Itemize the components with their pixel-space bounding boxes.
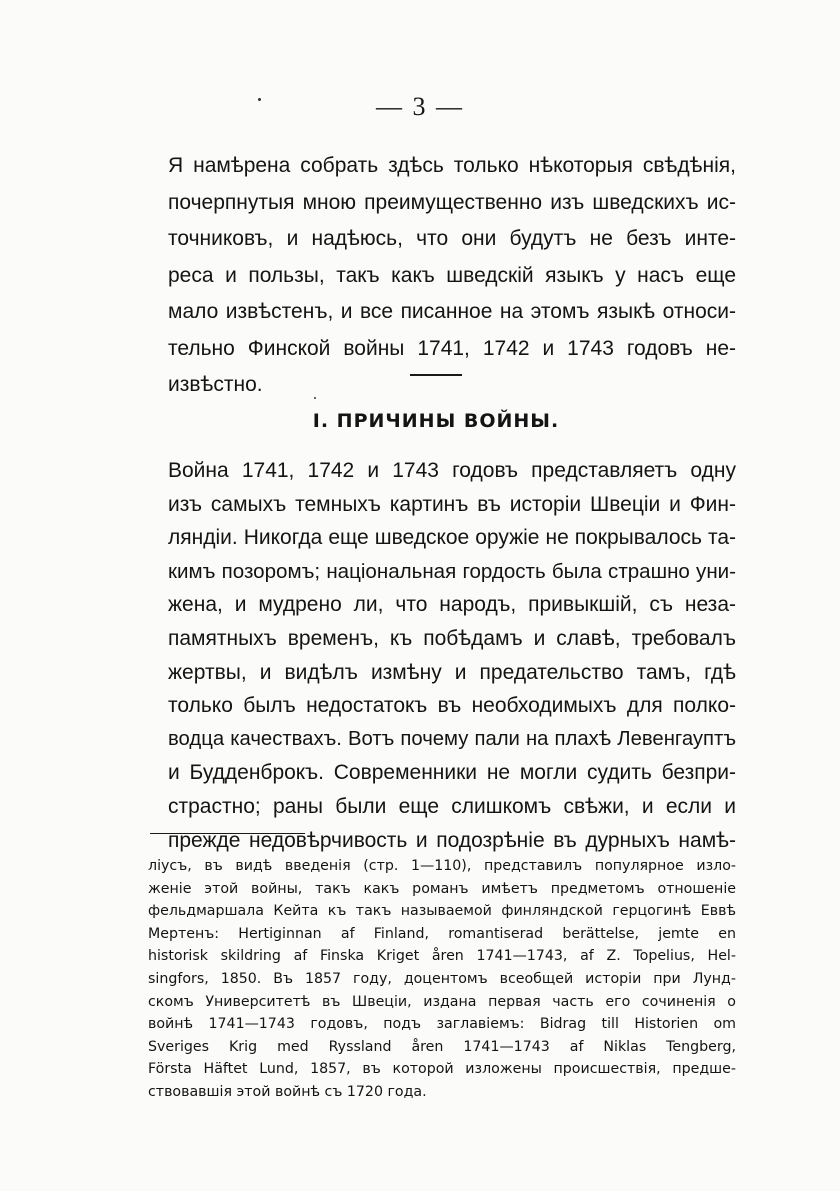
section-heading: I. ПРИЧИНЫ ВОЙНЫ. xyxy=(312,410,560,432)
intro-line: мало извѣстенъ, и все писанное на этомъ языкѣ относи- xyxy=(168,300,736,323)
footnote-line: женіе этой войны, такъ какъ романъ имѣетъ предметомъ отношеніе xyxy=(148,880,736,897)
main-line: ляндіи. Никогда еще шведское оружіе не покрывалось та- xyxy=(168,526,736,550)
main-line: кимъ позоромъ; національная гордость была страшно уни- xyxy=(168,559,736,583)
intro-line: извѣстно. xyxy=(168,373,263,396)
main-line: и Будденброкъ. Современники не могли судить безпри- xyxy=(168,761,736,785)
intro-line: тельно Финской войны 1741, 1742 и 1743 годовъ не- xyxy=(168,336,736,360)
intro-line: точниковъ, и надѣюсь, что они будутъ не безъ инте- xyxy=(168,227,736,250)
main-line: страстно; раны были еще слишкомъ свѣжи, и если и xyxy=(168,794,736,818)
main-line: жена, и мудрено ли, что народъ, привыкшій, съ неза- xyxy=(168,593,736,617)
main-line: памятныхъ временъ, къ побѣдамъ и славѣ, требовалъ xyxy=(168,626,736,650)
intro-line: реса и пользы, такъ какъ шведскій языкъ у насъ еще xyxy=(168,263,736,287)
main-line: водца качествахъ. Вотъ почему пали на плахѣ Левенгауптъ xyxy=(168,727,736,750)
footnote-line: Första Häftet Lund, 1857, въ которой изложены происшествія, предше- xyxy=(148,1061,736,1078)
footnote-line: ствовавшія этой войнѣ съ 1720 года. xyxy=(148,1083,427,1100)
footnote-line: войнѣ 1741—1743 годовъ, подъ заглавіемъ: Bidrag till Historien om xyxy=(148,1016,736,1033)
footnote-line: historisk skildring af Finska Kriget åren 1741—1743, af Z. Topelius, Hel- xyxy=(148,948,736,965)
main-line: прежде недовѣрчивость и подозрѣніе въ дурныхъ намѣ- xyxy=(168,828,736,852)
footnote-line: скомъ Университетѣ въ Швеціи, издана первая часть его сочиненія о xyxy=(148,993,736,1010)
footnote-line: singfors, 1850. Въ 1857 году, доцентомъ всеобщей исторіи при Лунд- xyxy=(148,970,736,987)
print-speck xyxy=(258,98,261,101)
main-line: жертвы, и видѣлъ измѣну и предательство тамъ, гдѣ xyxy=(168,660,736,684)
intro-paragraph xyxy=(168,148,736,404)
page-number: — 3 — xyxy=(376,92,464,121)
section-separator xyxy=(410,374,462,376)
intro-line: Я намѣрена собрать здѣсь только нѣкоторыя свѣдѣнія, xyxy=(168,154,736,177)
intro-line: почерпнутыя мною преимущественно изъ шведскихъ ис- xyxy=(168,190,736,214)
print-speck xyxy=(314,397,316,399)
main-line: Война 1741, 1742 и 1743 годовъ представляетъ одну xyxy=(168,459,736,482)
main-paragraph xyxy=(168,454,736,857)
footnote-block xyxy=(148,855,736,1104)
footnote-separator xyxy=(150,833,305,834)
footnote-line: фельдмаршала Кейта къ такъ называемой финляндской герцогинѣ Еввѣ xyxy=(148,903,736,920)
footnote-line: Мертенъ: Hertiginnan af Finland, romantiserad berättelse, jemte en xyxy=(148,925,736,942)
footnote-line: ліусъ, въ видѣ введенія (стр. 1—110), представилъ популярное изло- xyxy=(148,858,736,874)
main-line: изъ самыхъ темныхъ картинъ въ исторіи Швеціи и Фин- xyxy=(168,492,736,516)
footnote-line: Sveriges Krig med Ryssland åren 1741—1743 af Niklas Tengberg, xyxy=(148,1038,736,1055)
main-line: только былъ недостатокъ въ необходимыхъ для полко- xyxy=(168,694,736,718)
